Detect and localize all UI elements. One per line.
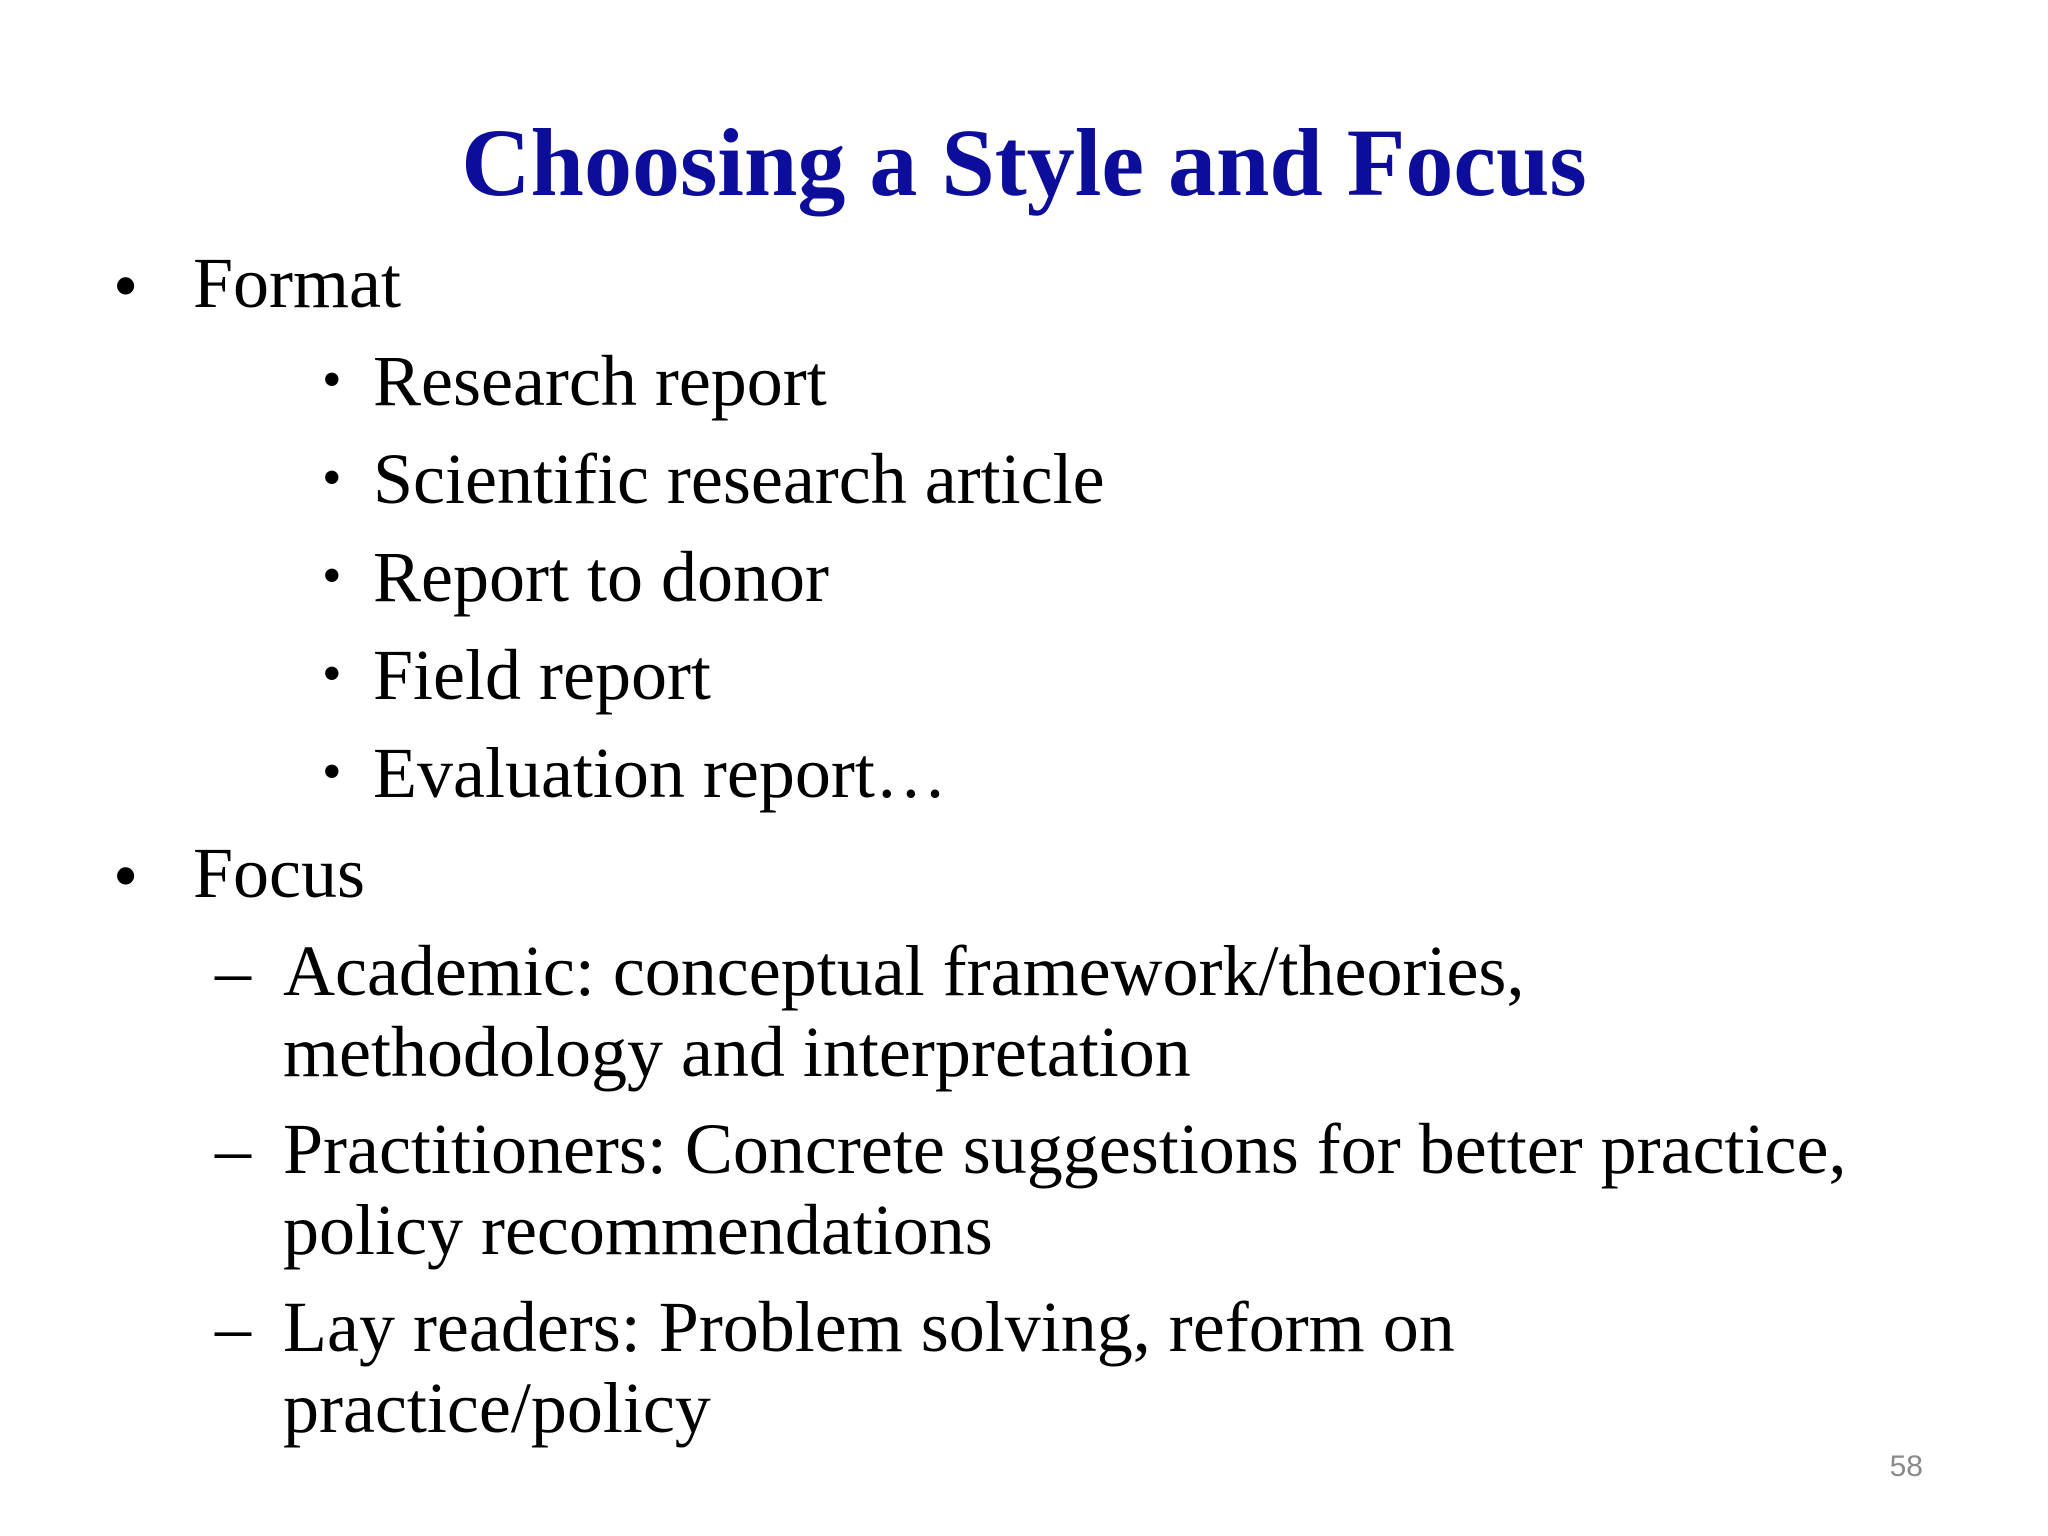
bullet-focus: • [113, 836, 139, 916]
sub-bullet: • [322, 741, 342, 803]
focus-practitioners-line2: policy recommendations [283, 1190, 993, 1270]
focus-lay-readers-line2: practice/policy [283, 1368, 711, 1448]
sub-item-research-report: Research report [373, 341, 827, 421]
focus-practitioners-line1: Practitioners: Concrete suggestions for better practice, [283, 1109, 1847, 1189]
page-number: 58 [1889, 1450, 1923, 1483]
dash-marker: – [215, 1109, 251, 1189]
sub-item-field-report: Field report [373, 635, 711, 715]
sub-item-scientific-article: Scientific research article [373, 439, 1105, 519]
sub-item-evaluation-report: Evaluation report… [373, 733, 947, 813]
sub-bullet: • [322, 545, 342, 607]
dash-marker: – [215, 931, 251, 1011]
focus-academic-line2: methodology and interpretation [283, 1012, 1191, 1092]
dash-marker: – [215, 1287, 251, 1367]
sub-item-report-to-donor: Report to donor [373, 537, 829, 617]
slide-title: Choosing a Style and Focus [461, 109, 1587, 216]
focus-academic-line1: Academic: conceptual framework/theories, [283, 931, 1525, 1011]
bullet-format: • [113, 246, 139, 326]
sub-bullet: • [322, 643, 342, 705]
item-format: Format [193, 243, 401, 323]
sub-bullet: • [322, 349, 342, 411]
sub-bullet: • [322, 447, 342, 509]
item-focus: Focus [193, 833, 366, 913]
focus-lay-readers-line1: Lay readers: Problem solving, reform on [283, 1287, 1455, 1367]
